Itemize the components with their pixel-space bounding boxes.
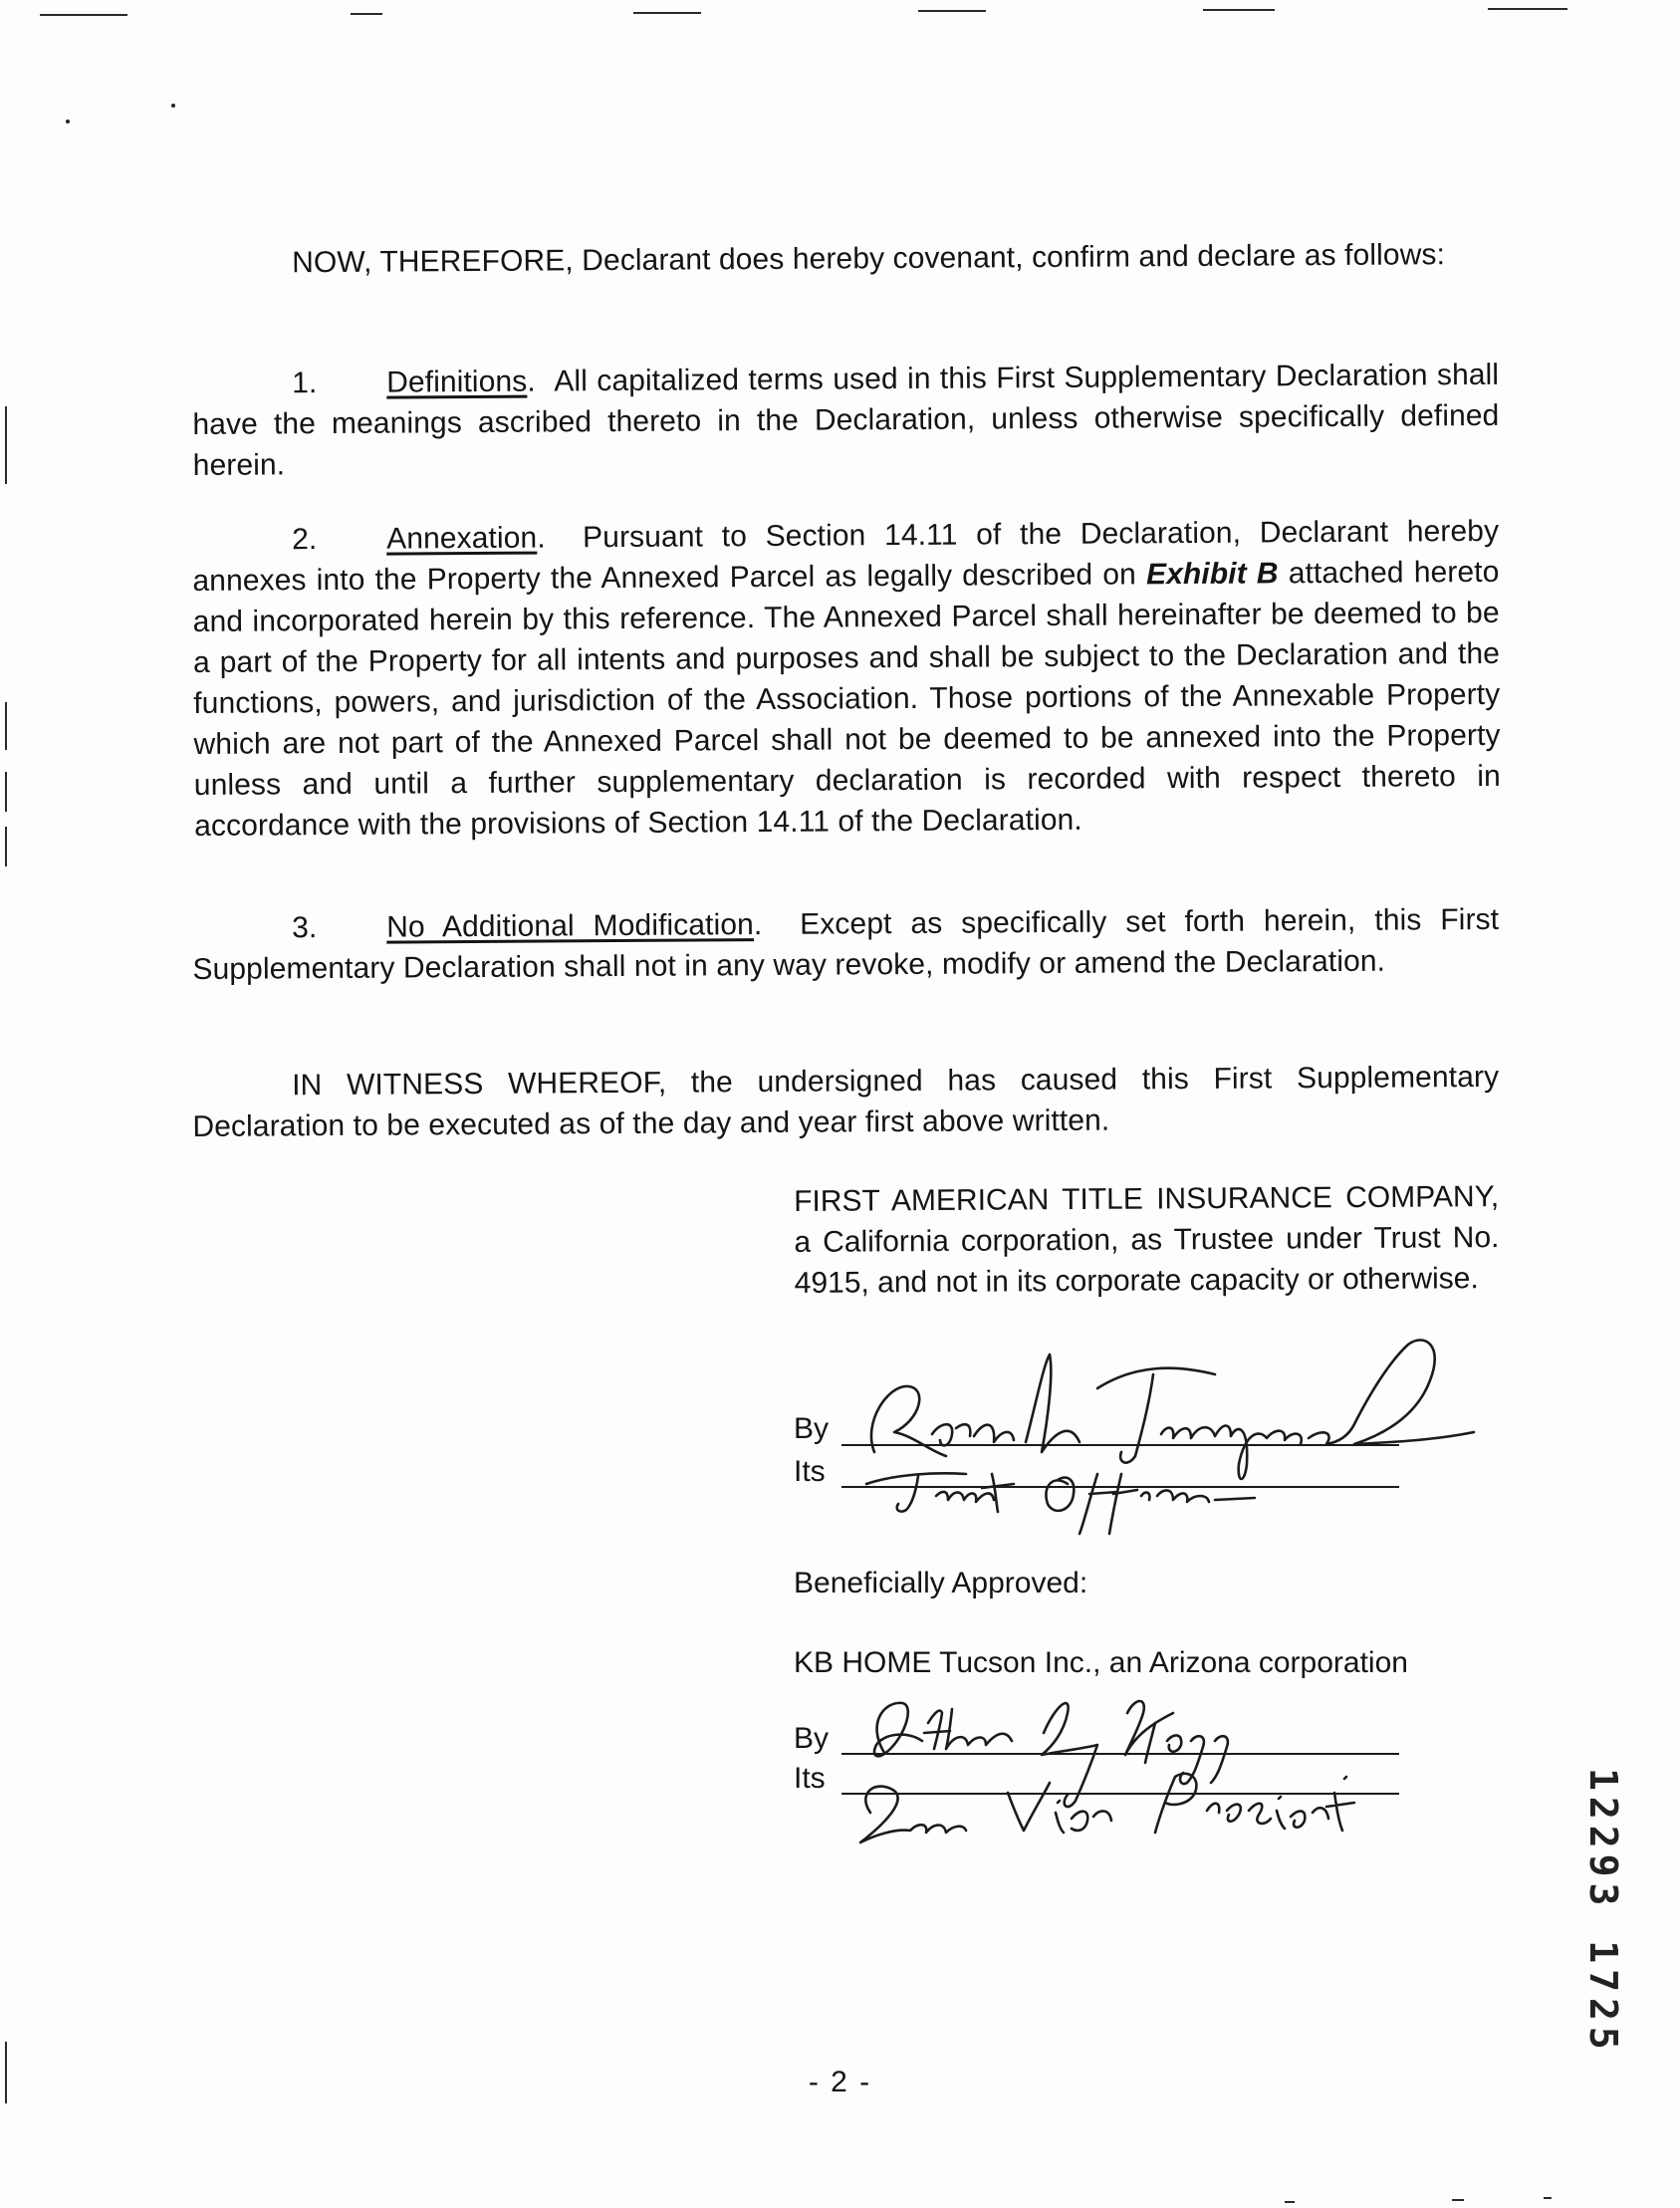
section-heading: No Additional Modification xyxy=(386,908,755,944)
section-number: 1. xyxy=(292,367,318,400)
scan-edge-mark xyxy=(1452,2199,1464,2201)
section-text: Pursuant to Section 14.11 of the Declaration, Declarant hereby annexes into the Property the Annexed Parcel as legally described on xyxy=(192,514,1500,598)
section-text: All capitalized terms used in this First Supplementary Declaration shall have the meanings ascribed thereto in the Declaration, unless otherwise specifically defined herein. xyxy=(192,358,1500,482)
section-annexation: 2. Annexation. Pursuant to Section 14.11 of the Declaration, Declarant hereby annexes into the Property the Annexed Parcel as legally described on Exhibit B attached hereto and incorporated herein by this reference. The Annexed Parcel shall hereinafter be deemed to be a part of the Property for all intents and purposes and shall be subject to the Declaration and the functions, powers, and jurisdiction of the Association. Those portions of the Annexable Property which are not part of the Annexed Parcel shall not be deemed to be annexed into the Property unless and until a further supplementary declaration is recorded with respect thereto in accordance with the provisions of Section 14.11 of the Declaration. xyxy=(192,514,1501,843)
section-number: 3. xyxy=(292,911,318,945)
intro-text: NOW, THEREFORE, Declarant does hereby covenant, confirm and declare as follows: xyxy=(292,238,1446,280)
scan-edge-mark xyxy=(1203,9,1275,11)
section-heading: Annexation xyxy=(386,521,538,556)
section-text: Except as specifically set forth herein, this First Supplementary Declaration shall not in any way revoke, modify or amend the Declaration. xyxy=(192,902,1500,986)
beneficially-approved-label: Beneficially Approved: xyxy=(794,1567,1088,1599)
scan-edge-mark xyxy=(633,12,701,14)
section-number: 2. xyxy=(292,523,318,557)
section-heading: Definitions xyxy=(386,365,528,399)
company-kb-home: KB HOME Tucson Inc., an Arizona corporation xyxy=(794,1646,1408,1679)
scan-edge-mark xyxy=(5,827,7,866)
scan-edge-mark xyxy=(5,772,7,812)
by-line xyxy=(794,1411,841,1447)
witness-text: IN WITNESS WHEREOF, the undersigned has caused this First Supplementary Declaration to be executed as of the day and year first above written. xyxy=(192,1060,1500,1143)
scan-edge-mark xyxy=(918,10,986,12)
signatory-first-american xyxy=(794,1176,1500,1304)
scan-edge-mark xyxy=(5,406,7,484)
its-line xyxy=(794,1761,841,1797)
scan-edge-mark xyxy=(351,13,382,15)
its-label: Its xyxy=(794,1762,826,1795)
scan-speck xyxy=(66,120,70,123)
handwritten-signature-senior-vice-president xyxy=(837,1683,1394,1852)
scan-edge-mark xyxy=(5,702,7,750)
witness-paragraph xyxy=(192,1057,1500,1147)
section-text-continued: attached hereto and incorporated herein by this reference. The Annexed Parcel shall hereinafter be deemed to be a part of the Property for all intents and purposes and shall be subject to the Declaration and the functions, powers, and jurisdiction of the Association. Those portions of the Annexable Property which are not part of the Annexed Parcel shall not be deemed to be annexed into the Property unless and until a further supplementary declaration is recorded with respect thereto in accordance with the provisions of Section 14.11 of the Declaration. xyxy=(192,555,1501,843)
scan-edge-mark xyxy=(1488,8,1567,10)
section-definitions: 1. Definitions. All capitalized terms used in this First Supplementary Declaration shall have the meanings ascribed thereto in the Declaration, unless otherwise specifically defined herein. xyxy=(192,358,1500,482)
by-label: By xyxy=(794,1722,830,1755)
scan-speck xyxy=(171,104,175,108)
company-description: FIRST AMERICAN TITLE INSURANCE COMPANY, a California corporation, as Trustee under Trust No. 4915, and not in its corporate capacity or otherwise. xyxy=(794,1180,1500,1300)
handwritten-signature-trust-officer xyxy=(837,1325,1474,1534)
by-line xyxy=(794,1721,841,1757)
scan-edge-mark xyxy=(40,14,127,16)
its-line xyxy=(794,1454,841,1490)
intro-paragraph xyxy=(192,234,1499,284)
page-number: - 2 - xyxy=(808,2066,872,2098)
section-no-additional-modification: 3. No Additional Modification. Except as specifically set forth herein, this First Supplementary Declaration shall not in any way revoke, modify or amend the Declaration. xyxy=(192,902,1500,986)
by-label: By xyxy=(794,1412,830,1445)
scan-edge-mark xyxy=(1544,2197,1552,2199)
recording-number-stamp: 12293 1725 xyxy=(1581,1768,1625,2056)
scan-edge-mark xyxy=(1285,2201,1295,2203)
exhibit-reference: Exhibit B xyxy=(1145,557,1279,592)
its-label: Its xyxy=(794,1455,826,1488)
